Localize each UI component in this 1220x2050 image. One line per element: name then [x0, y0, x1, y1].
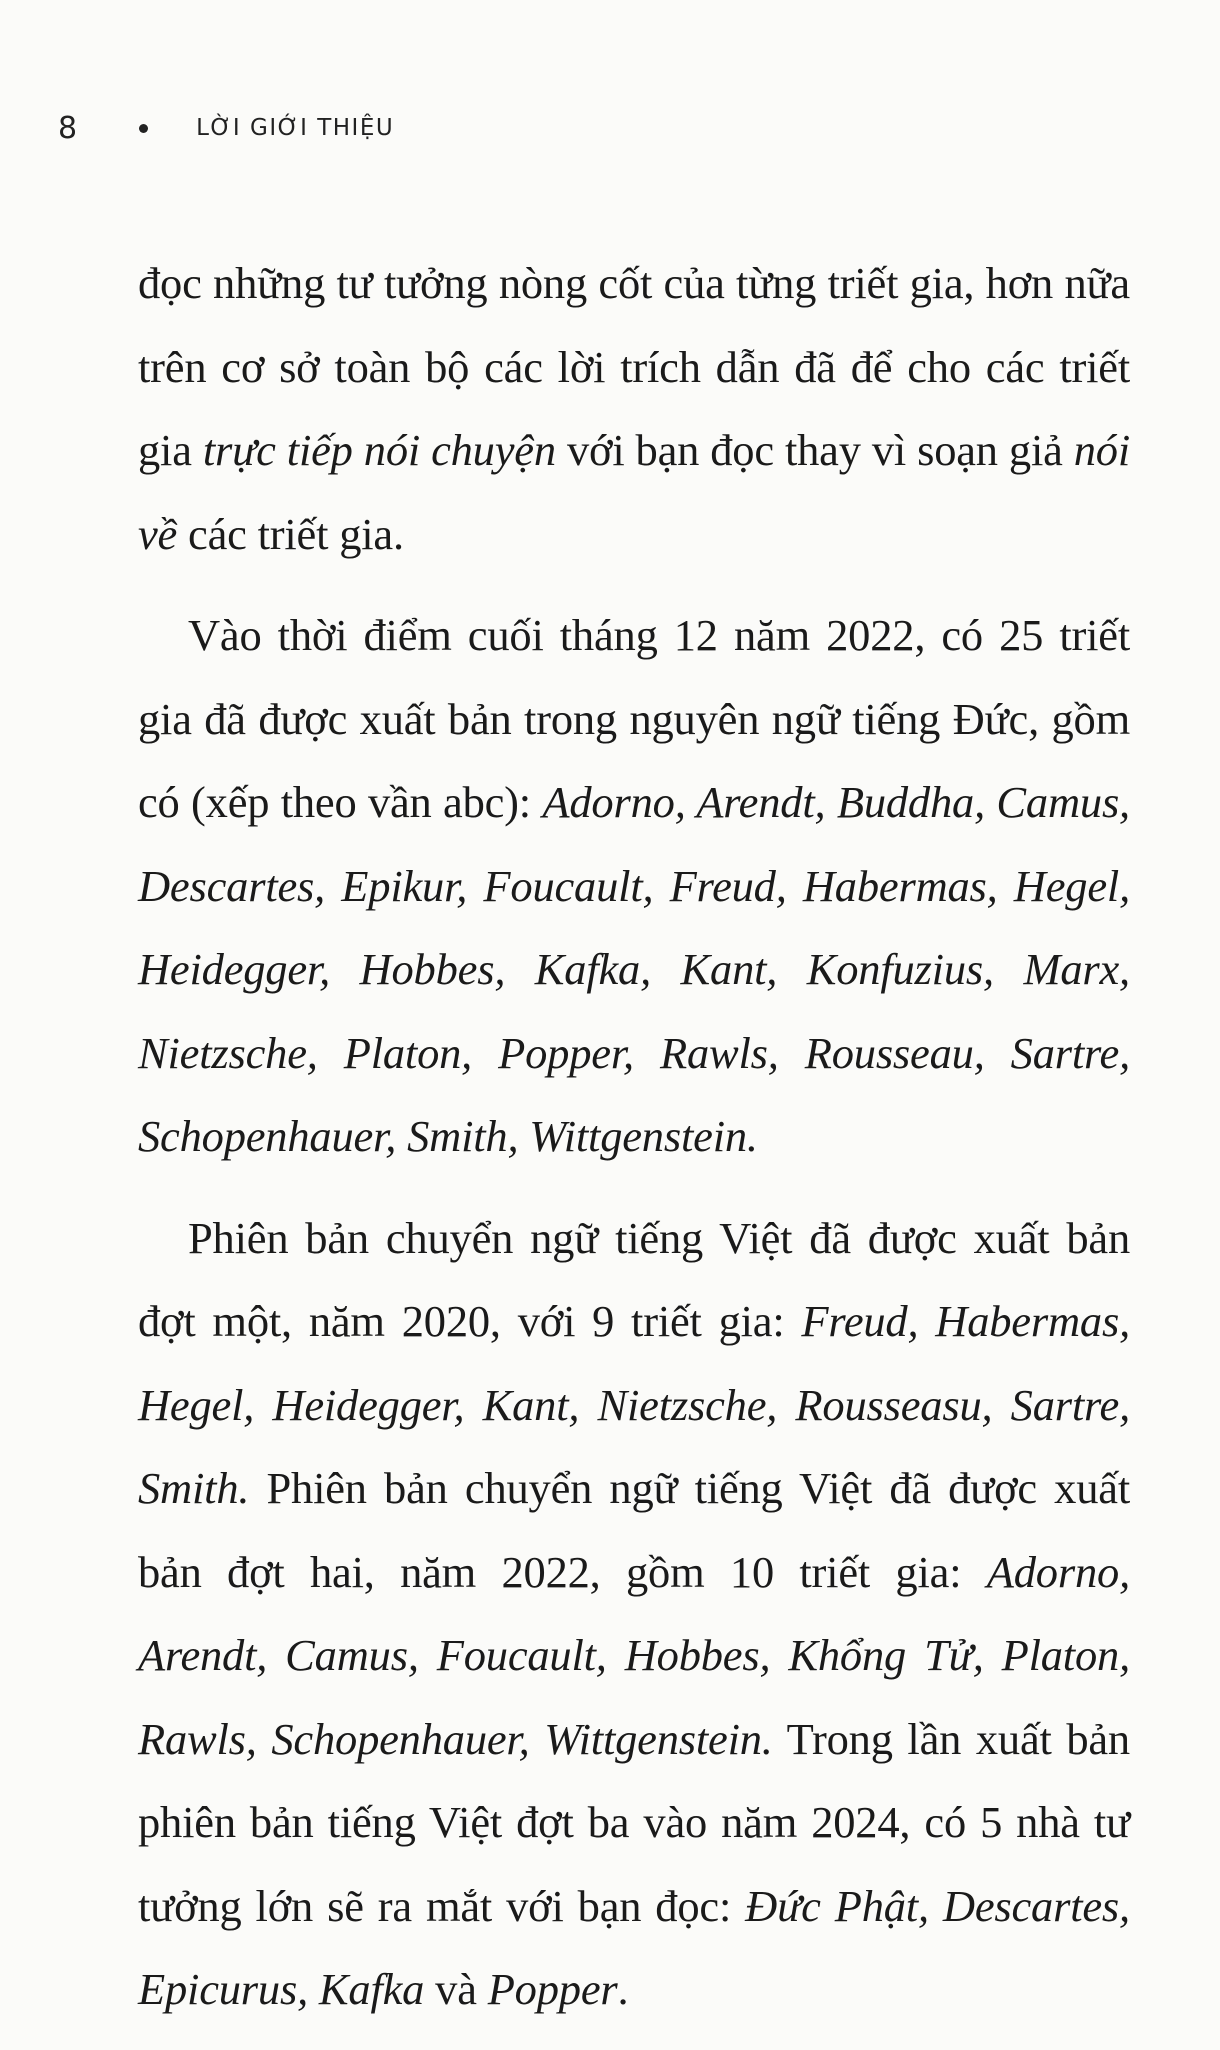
text-segment: các triết gia.: [177, 508, 404, 559]
paragraph-3: [138, 1197, 1130, 2032]
emphasis-text: trực tiếp nói chuyện: [202, 425, 556, 475]
philosopher-list: Adorno, Arendt, Camus, Foucault, Hobbes, Khổng Tử, Platon, Rawls, Schopenhauer, Wittgenstein.: [138, 1546, 1130, 1764]
text-segment: đọc những tư tưởng nòng cốt của từng triết gia, hơn nữa trên cơ sở toàn bộ các lời trích dẫn đã để cho các triết gia: [138, 258, 1130, 475]
paragraph-2: [138, 594, 1130, 1179]
page-number: 8: [58, 110, 78, 146]
text-segment: và: [424, 1964, 488, 2014]
page-header: [58, 108, 394, 148]
philosopher-list: Adorno, Arendt, Buddha, Camus, Descartes, Epikur, Foucault, Freud, Habermas, Hegel, Heidegger, Hobbes, Kafka, Kant, Konfuzius, Marx, Nietzsche, Platon, Popper, Rawls, Rousseau, Sartre, Schopenhauer, Smith, Wittgenstein.: [138, 777, 1130, 1161]
running-title: LỜI GIỚI THIỆU: [196, 115, 395, 141]
text-segment: Phiên bản chuyển ngữ tiếng Việt đã được xuất bản đợt hai, năm 2022, gồm 10 triết gia:: [138, 1463, 1130, 1597]
bullet-icon: [139, 124, 148, 133]
text-segment: Phiên bản chuyển ngữ tiếng Việt đã được xuất bản đợt một, năm 2020, với 9 triết gia:: [138, 1212, 1130, 1346]
philosopher-list: Freud, Habermas, Hegel, Heidegger, Kant, Nietzsche, Rousseasu, Sartre, Smith.: [138, 1296, 1131, 1513]
paragraph-1: [138, 242, 1130, 576]
text-segment: với bạn đọc thay vì soạn giả: [555, 425, 1074, 475]
philosopher-list: Đức Phật, Descartes, Epicurus, Kafka: [138, 1880, 1130, 2014]
text-segment: .: [617, 1964, 629, 2014]
body-text: [138, 242, 1130, 2050]
philosopher-list: Popper: [487, 1964, 618, 2014]
emphasis-text: nói về: [138, 425, 1130, 559]
text-segment: Vào thời điểm cuối tháng 12 năm 2022, có 25 triết gia đã được xuất bản trong nguyên ngữ tiếng Đức, gồm có (xếp theo vần abc):: [138, 610, 1130, 827]
text-segment: Trong lần xuất bản phiên bản tiếng Việt đợt ba vào năm 2024, có 5 nhà tư tưởng lớn sẽ ra mắt với bạn đọc:: [138, 1713, 1130, 1931]
